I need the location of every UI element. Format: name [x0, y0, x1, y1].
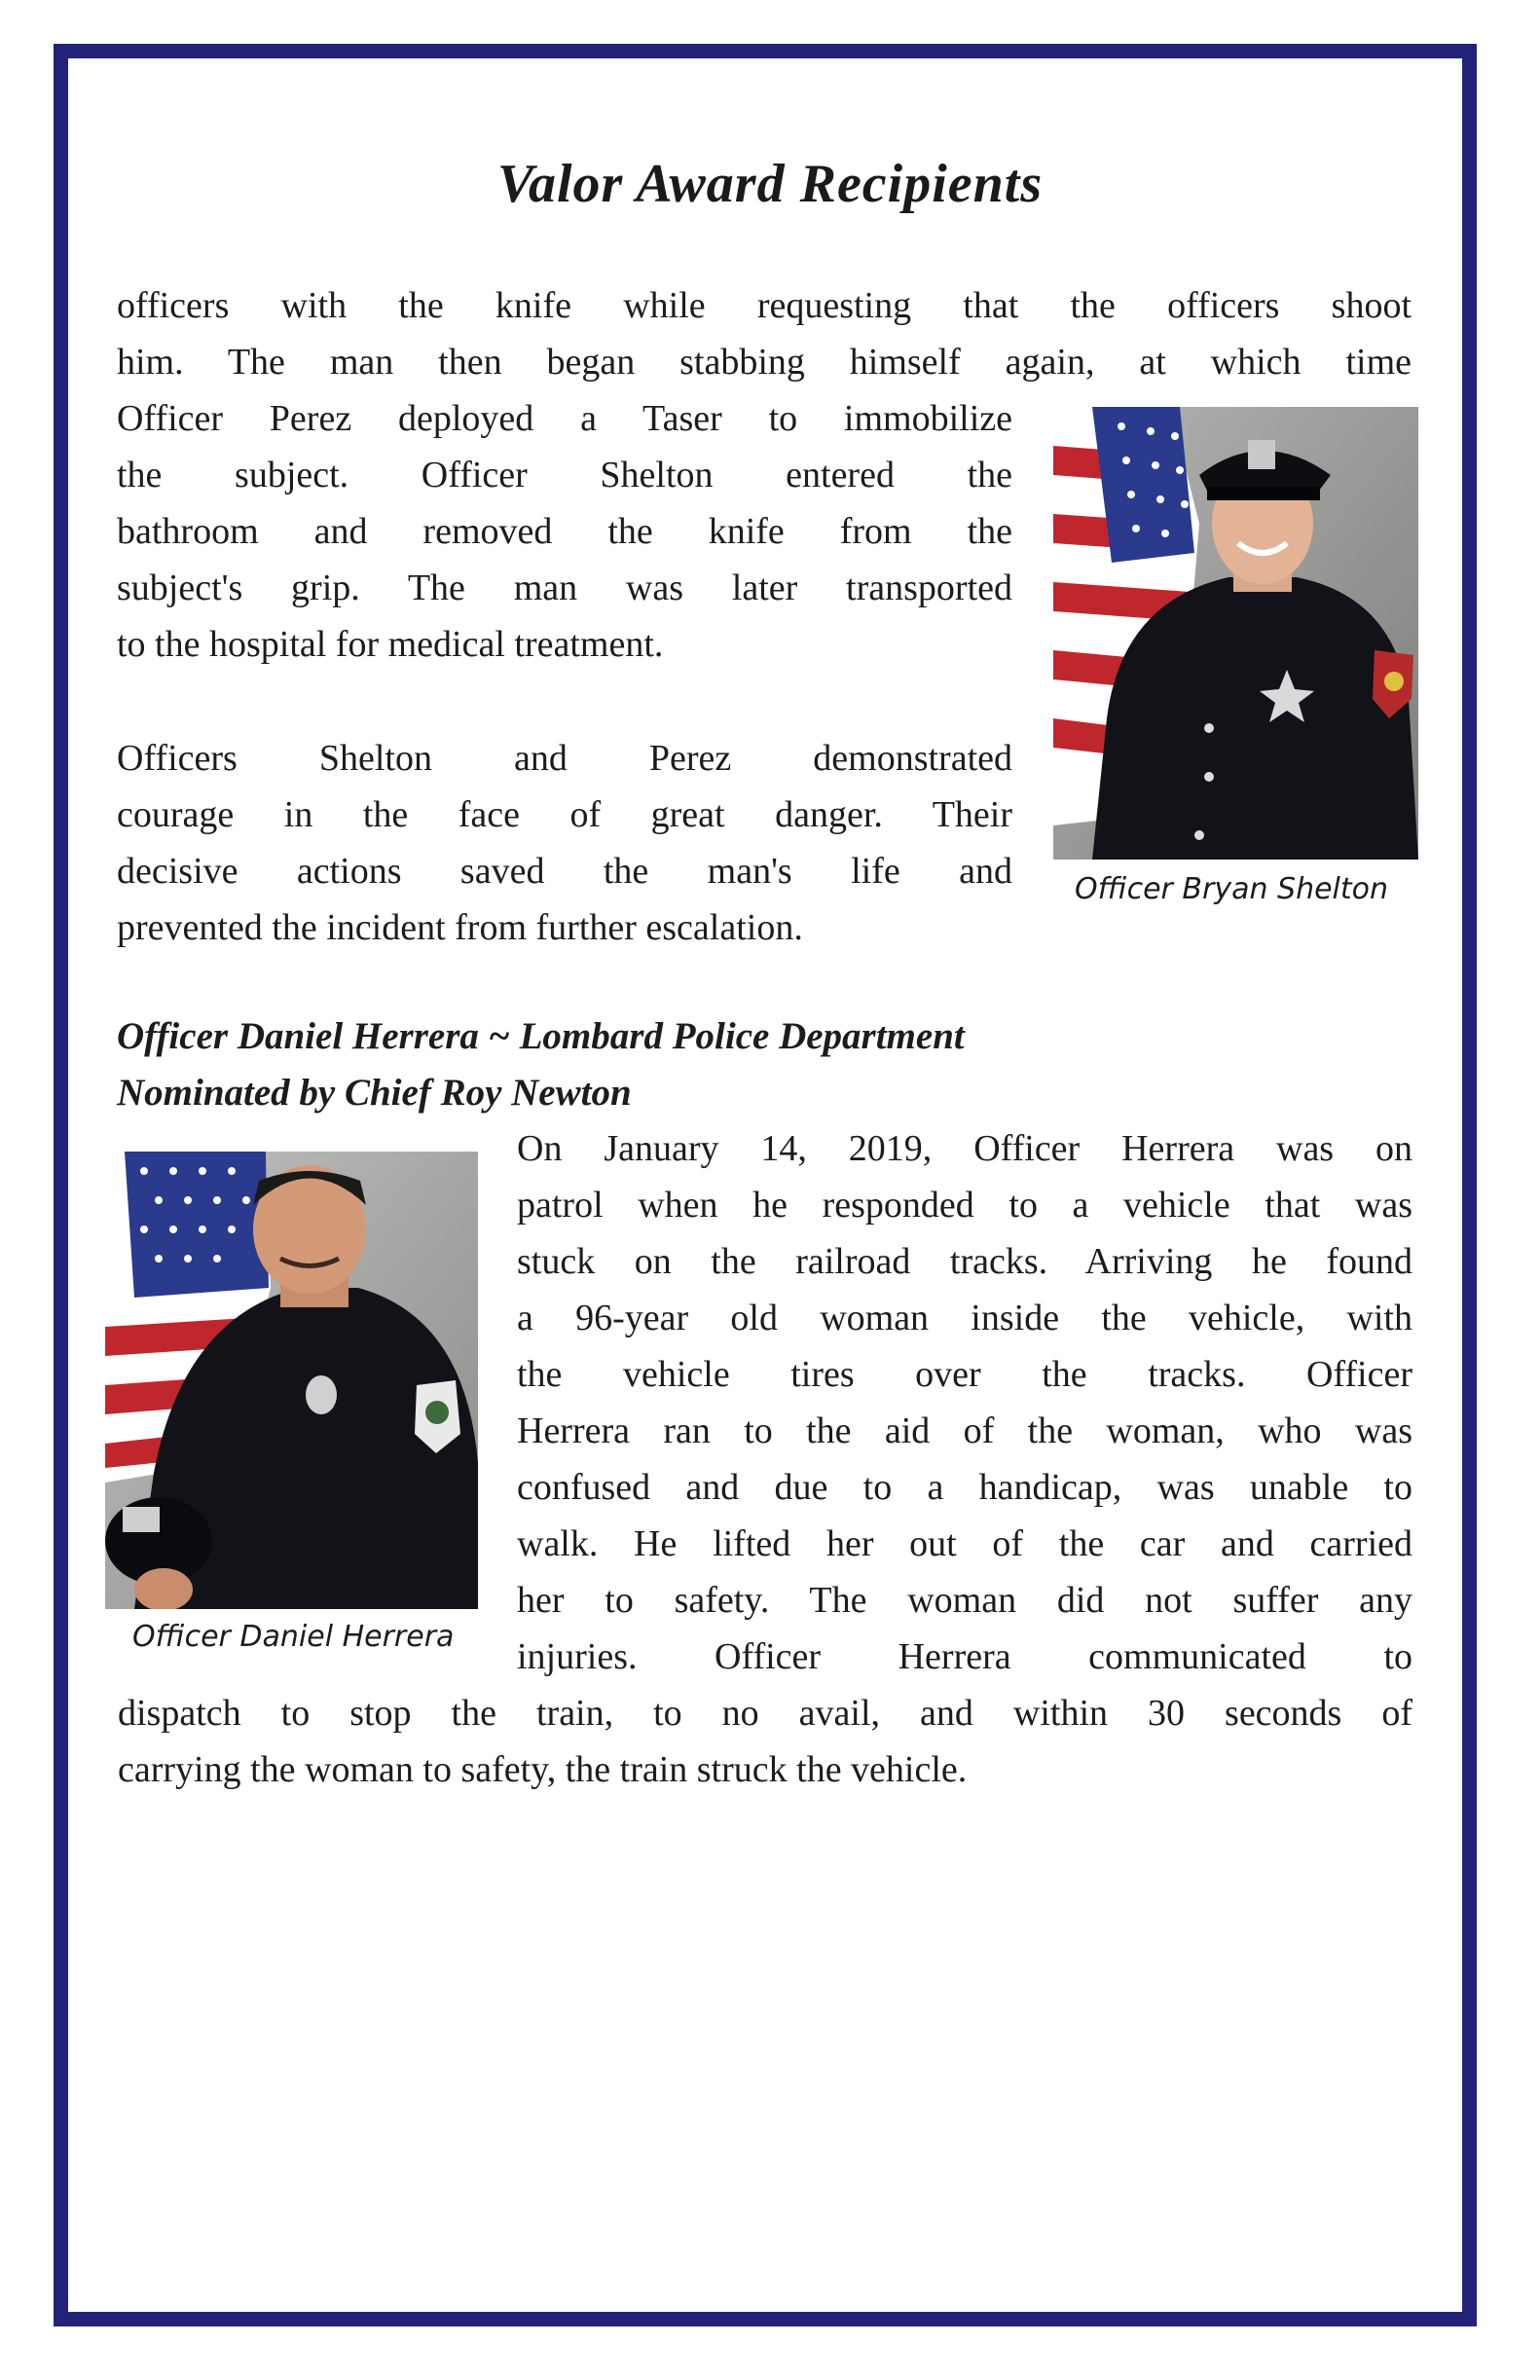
- text-line: the subject. Officer Shelton entered the: [117, 455, 1012, 495]
- photo-caption: Officer Bryan Shelton: [1075, 872, 1389, 906]
- section-heading: Officer Daniel Herrera ~ Lombard Police Department: [117, 1015, 965, 1057]
- officer-portrait-image: [1053, 407, 1418, 860]
- story1-body: [117, 390, 1012, 673]
- text-line: the vehicle tires over the tracks. Officer: [517, 1354, 1412, 1395]
- text-line: a 96-year old woman inside the vehicle, with: [517, 1298, 1412, 1338]
- text-line: dispatch to stop the train, to no avail, and within 30 seconds of: [118, 1693, 1412, 1734]
- text-line: Herrera ran to the aid of the woman, who was: [517, 1410, 1412, 1451]
- text-line: injuries. Officer Herrera communicated to: [517, 1636, 1412, 1677]
- photo-caption: Officer Daniel Herrera: [132, 1620, 455, 1654]
- story1-closing: [117, 730, 1012, 956]
- story2-closing: [118, 1685, 1412, 1798]
- officer-portrait-image: [105, 1152, 478, 1609]
- story1-intro: [117, 277, 1412, 390]
- text-line: confused and due to a handicap, was unable to: [517, 1467, 1412, 1508]
- text-line: her to safety. The woman did not suffer any: [517, 1580, 1412, 1621]
- text-line: to the hospital for medical treatment.: [117, 624, 664, 665]
- page-title: Valor Award Recipients: [496, 154, 1044, 214]
- text-line: carrying the woman to safety, the train struck the vehicle.: [118, 1749, 968, 1790]
- text-line: courage in the face of great danger. Their: [117, 794, 1012, 835]
- text-line: On January 14, 2019, Officer Herrera was on: [517, 1128, 1412, 1169]
- story2-body: [517, 1120, 1412, 1685]
- officer-shelton-photo: [1053, 407, 1418, 860]
- text-line: Officer Perez deployed a Taser to immobilize: [117, 398, 1012, 439]
- text-line: Officers Shelton and Perez demonstrated: [117, 738, 1012, 779]
- section-subheading: Nominated by Chief Roy Newton: [117, 1072, 632, 1114]
- text-line: officers with the knife while requesting that the officers shoot: [117, 285, 1412, 326]
- text-line: prevented the incident from further escalation.: [117, 907, 803, 948]
- text-line: decisive actions saved the man's life and: [117, 851, 1012, 892]
- text-line: stuck on the railroad tracks. Arriving he found: [517, 1241, 1412, 1282]
- text-line: bathroom and removed the knife from the: [117, 511, 1012, 552]
- text-line: patrol when he responded to a vehicle that was: [517, 1185, 1412, 1226]
- text-line: subject's grip. The man was later transported: [117, 568, 1012, 608]
- text-line: him. The man then began stabbing himself again, at which time: [117, 342, 1412, 383]
- officer-herrera-photo: [105, 1152, 478, 1609]
- text-line: walk. He lifted her out of the car and carried: [517, 1523, 1412, 1564]
